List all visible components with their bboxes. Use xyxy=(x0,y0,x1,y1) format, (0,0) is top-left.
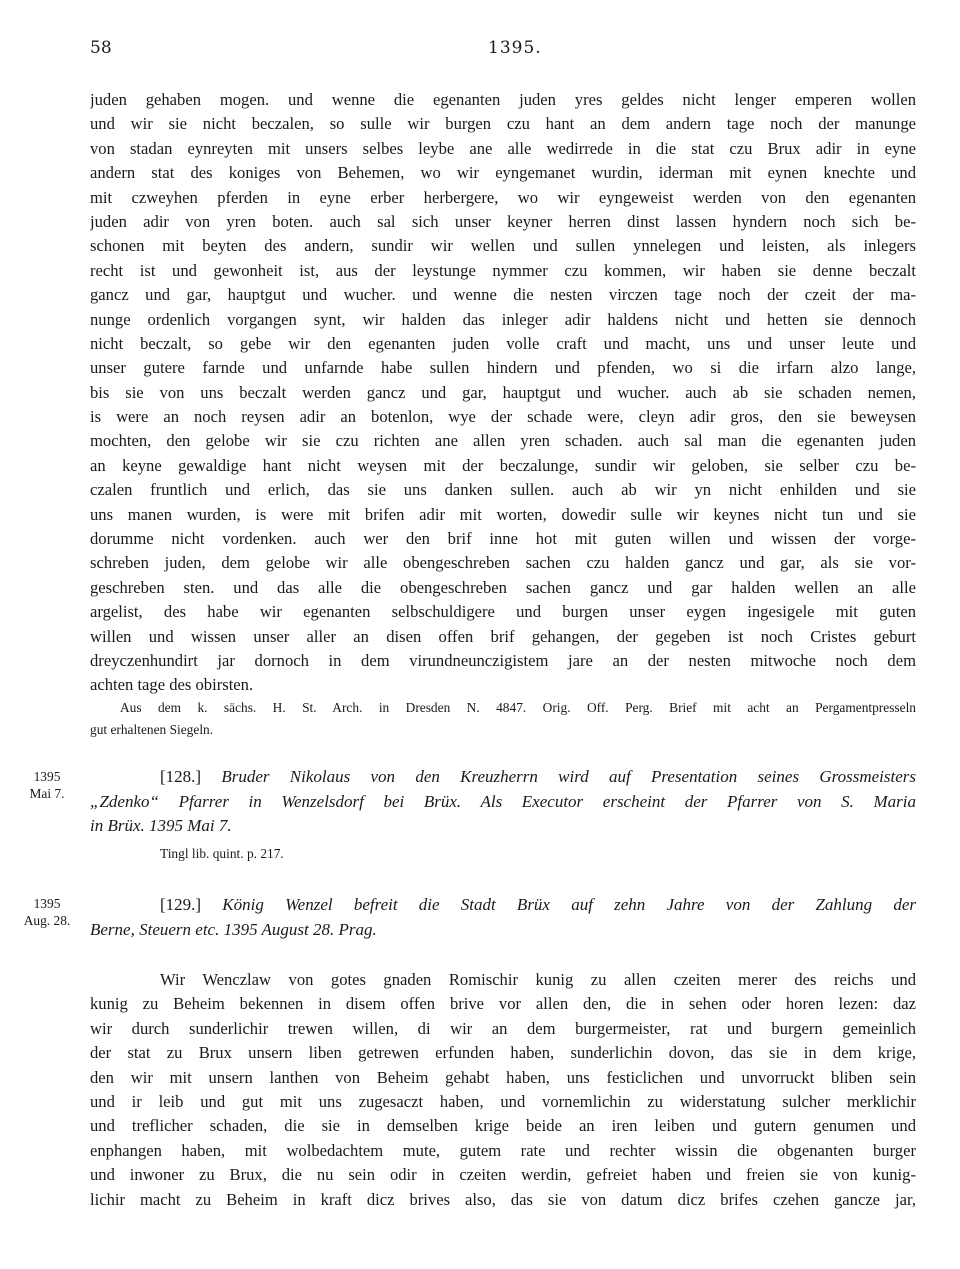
body-line: von stadan eynreyten mit unsers selbes leybe ane alle wedirrede in die stat czu Brux adir in eyne xyxy=(90,138,916,158)
body-line: dorumme nicht vordenken. auch wer den brif inne hot mit guten willen und wissen der vorge- xyxy=(90,529,916,549)
entry-number: [129.] xyxy=(160,895,202,914)
regest-line xyxy=(90,765,916,790)
document-body-127 xyxy=(90,88,916,698)
source-note-line: Aus dem k. sächs. H. St. Arch. in Dresden N. 4847. Orig. Off. Perg. Brief mit acht an Pergamentpresseln xyxy=(120,700,916,715)
body-line: den wir mit unsern lanthen von Beheim gehabt haben, uns festiclichen und unvorruckt bliben sein xyxy=(90,1067,916,1087)
body-line: recht ist und gewonheit ist, aus der leystunge nymmer czu kommen, wir haben sie denne beczalt xyxy=(90,260,916,280)
body-line: geschreben sten. und das alle die obengeschreben sachen gancz und gar halden wellen an alle xyxy=(90,577,916,597)
body-line: bis sie von uns beczalt werden gancz und gar, hauptgut und wucher. auch ab sie schaden nemen, xyxy=(90,382,916,402)
page-number: 58 xyxy=(90,38,112,58)
body-line: Wir Wenczlaw von gotes gnaden Romischir kunig zu allen czeiten merer des reichs und xyxy=(160,970,916,989)
body-line: und ir leib und gut mit uns zugesaczt haben, und vornemlichin zu widerstatung sulcher merklichir xyxy=(90,1091,916,1111)
body-line: uns manen wurden, is were mit brifen adir mit worten, dowedir sulle wir keynes nicht tun und sie xyxy=(90,504,916,524)
running-header xyxy=(0,38,960,66)
body-line: der stat zu Brux unsern liben getrewen erfunden haben, sunderlichin dovon, das sie in dem krige, xyxy=(90,1043,916,1063)
body-line: schonen mit beyten des andern, sundir wir wellen und sullen ynnelegen und leisten, als inlegers xyxy=(90,236,916,256)
body-line: enphangen haben, mit wolbedachtem mute, gutem rate und rechter wissin die obgenanten burger xyxy=(90,1140,916,1160)
regest-text: König Wenzel befreit die Stadt Brüx auf zehn Jahre von der Zahlung der xyxy=(222,895,916,914)
margin-date-year: 1395 xyxy=(33,769,61,784)
regest-line: in Brüx. 1395 Mai 7. xyxy=(90,816,232,835)
regest-line: „Zdenko“ Pfarrer in Wenzelsdorf bei Brüx. Als Executor erscheint der Pfarrer von S. Maria xyxy=(90,791,916,811)
body-line: nicht beczalt, so gebe wir den egenanten juden volle craft und macht, uns und unser leute und xyxy=(90,333,916,353)
source-note xyxy=(90,697,916,741)
source-note-line: gut erhaltenen Siegeln. xyxy=(90,722,214,737)
regest-text: Bruder Nikolaus von den Kreuzherrn wird auf Presentation seines Grossmeisters xyxy=(221,767,916,786)
body-line: argelist, des habe wir egenanten selbschuldigere und burgen unser eygen ingesigele mit guten xyxy=(90,602,916,622)
body-line: mochten, den gelobe wir sie czu richten ane allen yren schaden. auch sal man die egenanten juden xyxy=(90,431,916,451)
regest-128 xyxy=(90,765,916,839)
margin-date-day: Aug. 28. xyxy=(23,913,71,928)
body-line: achten tage des obirsten. xyxy=(90,675,254,695)
body-line: und inwoner zu Brux, die nu sein odir in czeiten werdin, gefreiet haben und freien sie von kunig- xyxy=(90,1165,916,1185)
body-line: an keyne gewaldige hant nicht weysen mit der beczalunge, sundir wir geloben, sie selber czu be- xyxy=(90,455,916,475)
body-line: dreyczenhundirt jar dornoch in dem virundneunczigistem jare an der nesten mitwoche noch dem xyxy=(90,650,916,670)
running-year: 1395. xyxy=(488,38,542,58)
document-body-129 xyxy=(90,968,916,1212)
body-line: juden adir von yren boten. auch sal sich unser keyner herren dinst lassen hyndern noch sich be- xyxy=(90,211,916,231)
body-line: juden gehaben mogen. und wenne die egenanten juden yres geldes nicht lenger emperen wollen xyxy=(90,90,916,109)
body-line: wir durch sunderlichir trewen willen, di wir an dem burgermeister, rat und burgern gemeinlich xyxy=(90,1018,916,1038)
body-line: nunge ordenlich vorgangen synt, wir halden das inleger adir haldens nicht und hetten sie dennoch xyxy=(90,309,916,329)
margin-date-128 xyxy=(14,768,80,802)
regest-line xyxy=(90,893,916,918)
body-line: andern stat des koniges von Behemen, wo wir eyngemanet wurdin, iderman mit eynen knechte und xyxy=(90,163,916,183)
body-line: czalen fruntlich und erlich, das sie uns danken sullen. auch ab wir yn nicht enhilden und sie xyxy=(90,480,916,500)
margin-date-day: Mai 7. xyxy=(29,786,65,801)
body-line: kunig zu Beheim bekennen in disem offen brive vor allen den, die in sehen oder horen lezen: daz xyxy=(90,994,916,1014)
body-line: gancz und gar, hauptgut und wucher. und wenne die nesten virczen tage noch der czeit der ma- xyxy=(90,285,916,305)
body-line: is were an noch reysen adir an botenlon, wye der schade were, cleyn adir gros, den sie beweysen xyxy=(90,407,916,427)
body-line: schreben juden, dem gelobe wir alle obengeschreben sachen czu halden gancz und gar, als sie vor- xyxy=(90,553,916,573)
body-line: lichir macht zu Beheim in kraft dicz brives also, das sie von datum dicz brifes czehen gancze jar, xyxy=(90,1189,916,1209)
body-line: mit czweyhen pferden in eyne erber herbergere, wo wir eyngeweist werden von den egenanten xyxy=(90,187,916,207)
body-line: willen und wissen unser aller an disen offen brif gehangen, der gegeben ist noch Cristes geburt xyxy=(90,626,916,646)
body-line: und wir sie nicht beczalen, so sulle wir burgen czu hant an dem andern tage noch der manunge xyxy=(90,114,916,134)
margin-date-year: 1395 xyxy=(33,896,61,911)
citation-128: Tingl lib. quint. p. 217. xyxy=(160,846,284,861)
regest-129 xyxy=(90,893,916,942)
body-line: und treflicher schaden, die sie in demselben krige beide an iren leiben und gutern genumen und xyxy=(90,1116,916,1136)
body-line: unser gutere farnde und unfarnde habe sullen hindern und pfenden, wo si die irfarn alzo lange, xyxy=(90,358,916,378)
margin-date-129 xyxy=(14,895,80,929)
entry-number: [128.] xyxy=(160,767,202,786)
regest-line: Berne, Steuern etc. 1395 August 28. Prag. xyxy=(90,919,377,939)
